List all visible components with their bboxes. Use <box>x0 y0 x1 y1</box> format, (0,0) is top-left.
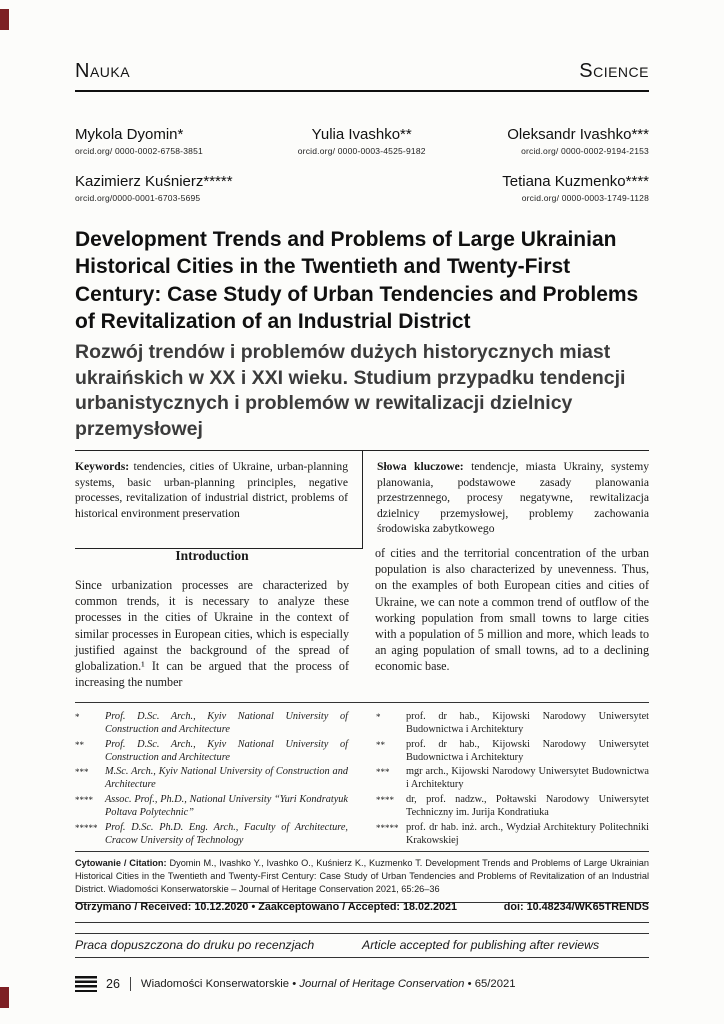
author-orcid: orcid.org/ 0000-0003-4525-9182 <box>297 146 426 156</box>
keywords-en-text: tendencies, cities of Ukraine, urban-planning systems, basic urban-planning principles, negative processes, revitalization of industrial district, problems of historical environment preservation <box>75 460 348 520</box>
footnote <box>376 766 649 792</box>
footnote <box>75 766 348 792</box>
article-title-en: Development Trends and Problems of Large Ukrainian Historical Cities in the Twentieth and Twenty-First Century: Case Study of Urban Tendencies and Problems of Revitalization of an Industrial District <box>75 228 639 333</box>
keywords-en <box>75 451 362 549</box>
footnote <box>376 794 649 820</box>
author-name: Tetiana Kuzmenko**** <box>502 173 649 190</box>
author-orcid: orcid.org/0000-0001-6703-5695 <box>75 193 201 203</box>
keywords-pl <box>362 451 649 549</box>
author <box>75 126 266 156</box>
footnote-marker: **** <box>75 795 93 806</box>
footnote <box>376 739 649 765</box>
keywords-section <box>75 450 649 549</box>
authors-row-1 <box>75 126 649 156</box>
footer-lines-icon <box>75 976 97 992</box>
footnote-text: Prof. D.Sc. Arch., Kyiv National University of Construction and Architecture <box>105 711 348 735</box>
footer-divider <box>130 977 131 991</box>
author-orcid: orcid.org/ 0000-0002-6758-3851 <box>75 146 203 156</box>
footer-text-journal-pl: Wiadomości Konserwatorskie • <box>140 978 300 990</box>
keywords-pl-label: Słowa kluczowe: <box>377 460 464 473</box>
body-column-left <box>75 545 362 691</box>
footer-text-journal-en: Journal of Heritage Conservation <box>299 978 465 990</box>
author-orcid: orcid.org/ 0000-0003-1749-1128 <box>521 193 649 203</box>
author <box>75 173 362 203</box>
authors-row-2 <box>75 173 649 203</box>
footnote-marker: ** <box>75 739 84 750</box>
page-number: 26 <box>106 977 120 991</box>
footnote-marker: ** <box>376 739 385 750</box>
doi: doi: 10.48234/WK65TRENDS <box>503 901 649 913</box>
footnote-text: Prof. D.Sc. Ph.D. Eng. Arch., Faculty of Architecture, Cracow University of Technology <box>105 821 348 846</box>
footnote-text: Prof. D.Sc. Arch., Kyiv National University of Construction and Architecture <box>105 738 348 763</box>
accepted-banner <box>75 933 649 958</box>
header-label-nauka: Nauka <box>75 60 131 82</box>
section-header <box>75 60 649 92</box>
journal-footer-text <box>141 978 516 990</box>
footnote-text: prof. dr hab. inż. arch., Wydział Architektury Politechniki Krakowskiej <box>406 821 649 846</box>
intro-heading: Introduction <box>175 548 249 563</box>
footnote-marker: *** <box>75 767 89 778</box>
page-edge-mark-top <box>0 9 9 30</box>
author-name: Yulia Ivashko** <box>311 126 412 143</box>
citation-text: Dyomin M., Ivashko Y., Ivashko O., Kuśnierz K., Kuzmenko T. Development Trends and Problems of Large Ukrainian Historical Cities in the Twentieth and Twenty-First Century: Case Study of Urban Tendencies and Problems of Revitalization of an Industrial District. Wiadomości Konserwatorskie – Journal of Heritage Conservation 2021, 65:26–36 <box>75 858 649 894</box>
author <box>266 126 457 156</box>
footnote-text: M.Sc. Arch., Kyiv National University of Construction and Architecture <box>105 766 348 791</box>
body-column-right <box>362 545 649 691</box>
footnote <box>75 822 348 848</box>
footnotes-section <box>75 711 649 850</box>
footnote-text: mgr arch., Kijowski Narodowy Uniwersytet Budownictwa i Architektury <box>406 766 649 791</box>
keywords-en-label: Keywords: <box>75 460 130 473</box>
footnote-marker: ***** <box>376 822 399 833</box>
footnote-marker: **** <box>376 795 394 806</box>
header-label-science: Science <box>579 60 649 82</box>
keywords-pl-text: tendencje, miasta Ukrainy, systemy planowania, podstawowe zasady planowania przestrzennego, procesy negatywne, rewitalizacja dzielnicy przemysłowej, problemy zachowania środowiska zabytkowego <box>377 460 650 536</box>
footnote <box>75 739 348 765</box>
dates-row <box>75 901 649 923</box>
footnotes-pl <box>362 711 649 850</box>
citation-label: Cytowanie / Citation: <box>75 858 167 868</box>
footer-text-issue: • 65/2021 <box>464 978 516 990</box>
footnote-text: prof. dr hab., Kijowski Narodowy Uniwersytet Budownictwa i Architektury <box>406 711 649 735</box>
page-footer <box>75 976 649 992</box>
footnotes-en <box>75 711 362 850</box>
article-title-pl: Rozwój trendów i problemów dużych historycznych miast ukraińskich w XX i XXI wieku. Studium przypadku tendencji urbanistycznych i problemów w rewitalizacji dzielnicy przemysłowej <box>75 341 626 441</box>
accepted-note-en: Article accepted for publishing after reviews <box>362 938 600 952</box>
received-accepted-dates: Otrzymano / Received: 10.12.2020 • Zaakceptowano / Accepted: 18.02.2021 <box>75 901 458 913</box>
author-name: Oleksandr Ivashko*** <box>507 126 649 143</box>
footnote <box>376 822 649 848</box>
authors-block <box>75 126 649 203</box>
footnote <box>75 711 348 737</box>
footnote-marker: * <box>75 712 80 722</box>
intro-paragraph-right: of cities and the territorial concentration of the urban population is also characterized by unevenness. Thus, on the examples of both European cities and cities of Ukraine, we can note a common trend of outflow of the working population from small towns to large cities with a population of 5 million and more, which leads to an aging population of small towns, ad to a declining economic base. <box>375 546 649 674</box>
page-content <box>75 0 649 1024</box>
footnote-text: prof. dr hab., Kijowski Narodowy Uniwersytet Budownictwa i Architektury <box>406 738 649 763</box>
author <box>362 173 649 203</box>
author-orcid: orcid.org/ 0000-0002-9194-2153 <box>521 146 649 156</box>
footnote-text: Assoc. Prof., Ph.D., National University “Yuri Kondratyuk Poltava Polytechnic” <box>105 794 348 819</box>
footnote-marker: ***** <box>75 822 98 833</box>
author-name: Mykola Dyomin* <box>75 126 184 143</box>
citation-block <box>75 851 649 903</box>
footnote-rule <box>75 702 649 703</box>
footnote-marker: *** <box>376 767 390 778</box>
accepted-note-pl: Praca dopuszczona do druku po recenzjach <box>75 938 315 952</box>
footnote <box>75 794 348 820</box>
author-name: Kazimierz Kuśnierz***** <box>75 173 233 190</box>
footnote-text: dr, prof. nadzw., Połtawski Narodowy Uniwersytet Techniczny im. Jurija Kondratiuka <box>406 794 649 819</box>
article-body <box>75 545 649 691</box>
footnote <box>376 711 649 737</box>
page-edge-mark-bottom <box>0 987 9 1008</box>
intro-paragraph-left: Since urbanization processes are characterized by common trends, it is necessary to analyze these processes in the cities of Ukraine in the context of similar processes in European cities, which is especially justified against the background of the spread of globalization.¹ It can be argued that the process of increasing the number <box>75 578 349 690</box>
author <box>457 126 649 156</box>
footnote-marker: * <box>376 712 381 722</box>
